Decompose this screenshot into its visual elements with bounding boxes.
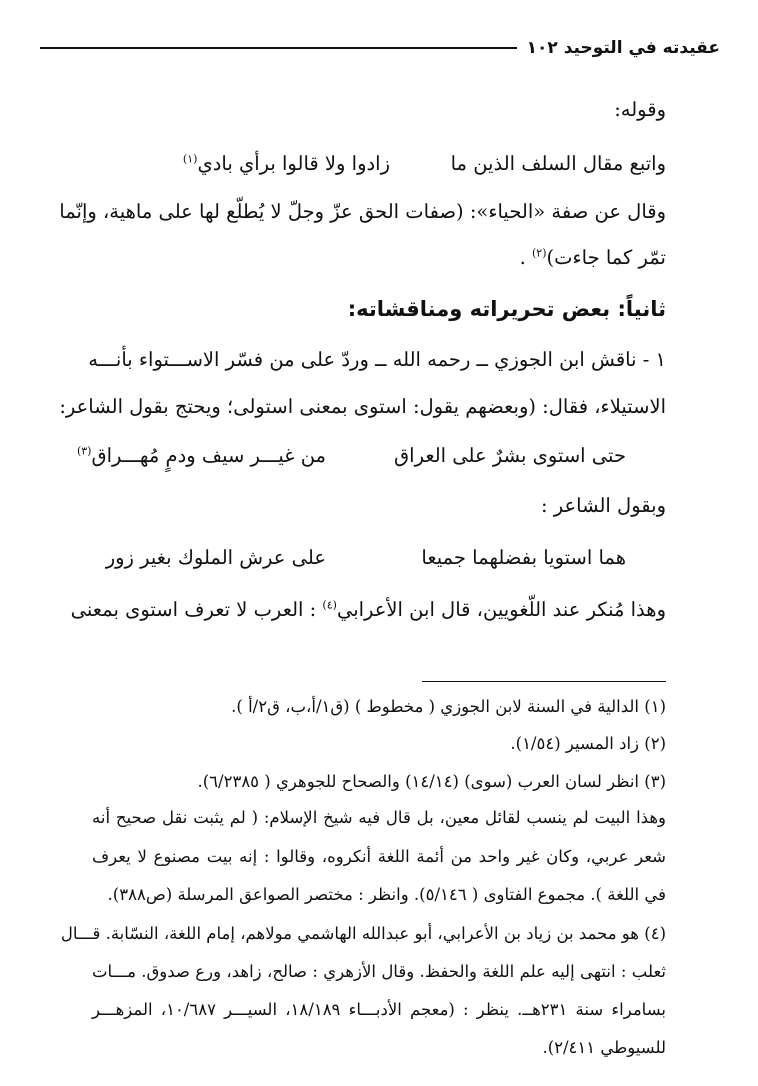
- paragraph1-line1: وقال عن صفة «الحياء»: (صفات الحق عزّ وجلّ لا يُطلّع لها على ماهية، وإنّما: [59, 200, 666, 223]
- section-heading: ثانياً: بعض تحريراته ومناقشاته:: [347, 297, 666, 321]
- footnote-4-cont-1: ثعلب : انتهى إليه علم اللغة والحفظ. وقال الأزهري : صالح، زاهد، ورع صدوق. مـــات: [92, 962, 666, 981]
- footnote-1: (١) الدالية في السنة لابن الجوزي ( مخطوط ) (ق١/أ،ب، ق٢/أ ).: [231, 697, 666, 716]
- footnote-marker-4: (٤): [322, 598, 337, 612]
- header-rule: [40, 47, 517, 49]
- paragraph2-line2: الاستيلاء، فقال: (وبعضهم يقول: استوى بمعنى استولى؛ ويحتج بقول الشاعر:: [59, 395, 666, 418]
- verse1-second-hemistich-text: زادوا ولا قالوا برأي بادي: [197, 152, 390, 175]
- body-line-quote-intro: وقوله:: [614, 98, 666, 121]
- footnote-3-cont-1: وهذا البيت لم ينسب لقائل معين، بل قال فيه شيخ الإسلام: ( لم يثبت نقل صحيح أنه: [92, 808, 666, 827]
- footnote-3-cont-3: في اللغة ). مجموع الفتاوى ( ٥/١٤٦). وانظر : مختصر الصواعق المرسلة (ص٣٨٨).: [107, 885, 666, 904]
- footnote-marker-2: (٢): [531, 246, 547, 260]
- verse1-first-hemistich: واتبع مقال السلف الذين ما: [450, 152, 666, 175]
- paragraph1-line2-end: .: [519, 246, 532, 269]
- paragraph2-line1: ١ - ناقش ابن الجوزي ــ رحمه الله ــ وردّ على من فسّر الاســـتواء بأنـــه: [88, 348, 666, 371]
- footnote-4: (٤) هو محمد بن زياد بن الأعرابي، أبو عبدالله الهاشمي مولاهم، إمام اللغة، النسّابة. قـــال: [60, 924, 666, 943]
- footnote-marker-3: (٣): [76, 444, 92, 458]
- verse2-second-hemistich: [77, 442, 326, 470]
- paragraph1-line2-text: تمّر كما جاءت): [546, 246, 666, 269]
- footnote-4-cont-3: للسيوطي ٢/٤١١).: [542, 1038, 666, 1057]
- running-header: [40, 34, 720, 62]
- verse1-second-hemistich: [183, 150, 390, 178]
- paragraph3-line1-start: وهذا مُنكر عند اللّغويين، قال ابن الأعرابي: [336, 598, 666, 621]
- footnote-4-cont-2: بسامراء سنة ٢٣١هــ. ينظر : (معجم الأدبـــاء ١٨/١٨٩، السيـــر ١٠/٦٨٧، المزهـــر: [92, 1000, 667, 1019]
- verse2-first-hemistich: حتى استوى بشرٌ على العراق: [394, 444, 626, 467]
- paragraph3-line1-end: : العرب لا تعرف استوى بمعنى: [70, 598, 323, 621]
- footnote-separator: [422, 681, 666, 682]
- footnote-marker-1: (١): [182, 152, 198, 166]
- footnote-3: (٣) انظر لسان العرب (سوى) (١٤/١٤) والصحاح للجوهري ( ٦/٢٣٨٥).: [197, 772, 666, 791]
- paragraph1-line2: [92, 244, 666, 272]
- verse3-first-hemistich: هما استويا بفضلهما جميعا: [421, 546, 626, 569]
- footnote-3-cont-2: شعر عربي، وكان غير واحد من أئمة اللغة أنكروه، وقالوا : إنه بيت مصنوع لا يعرف: [92, 847, 666, 866]
- verse2-second-hemistich-text: من غيـــر سيف ودمٍ مُهـــراق: [91, 444, 326, 467]
- paragraph3-line1: [70, 596, 666, 624]
- header-title: عقيدته في التوحيد ١٠٢: [526, 38, 720, 58]
- body-line-poet-intro: وبقول الشاعر :: [540, 494, 666, 517]
- footnote-2: (٢) زاد المسير (١/٥٤).: [510, 734, 666, 753]
- verse3-second-hemistich: على عرش الملوك بغير زور: [105, 546, 326, 569]
